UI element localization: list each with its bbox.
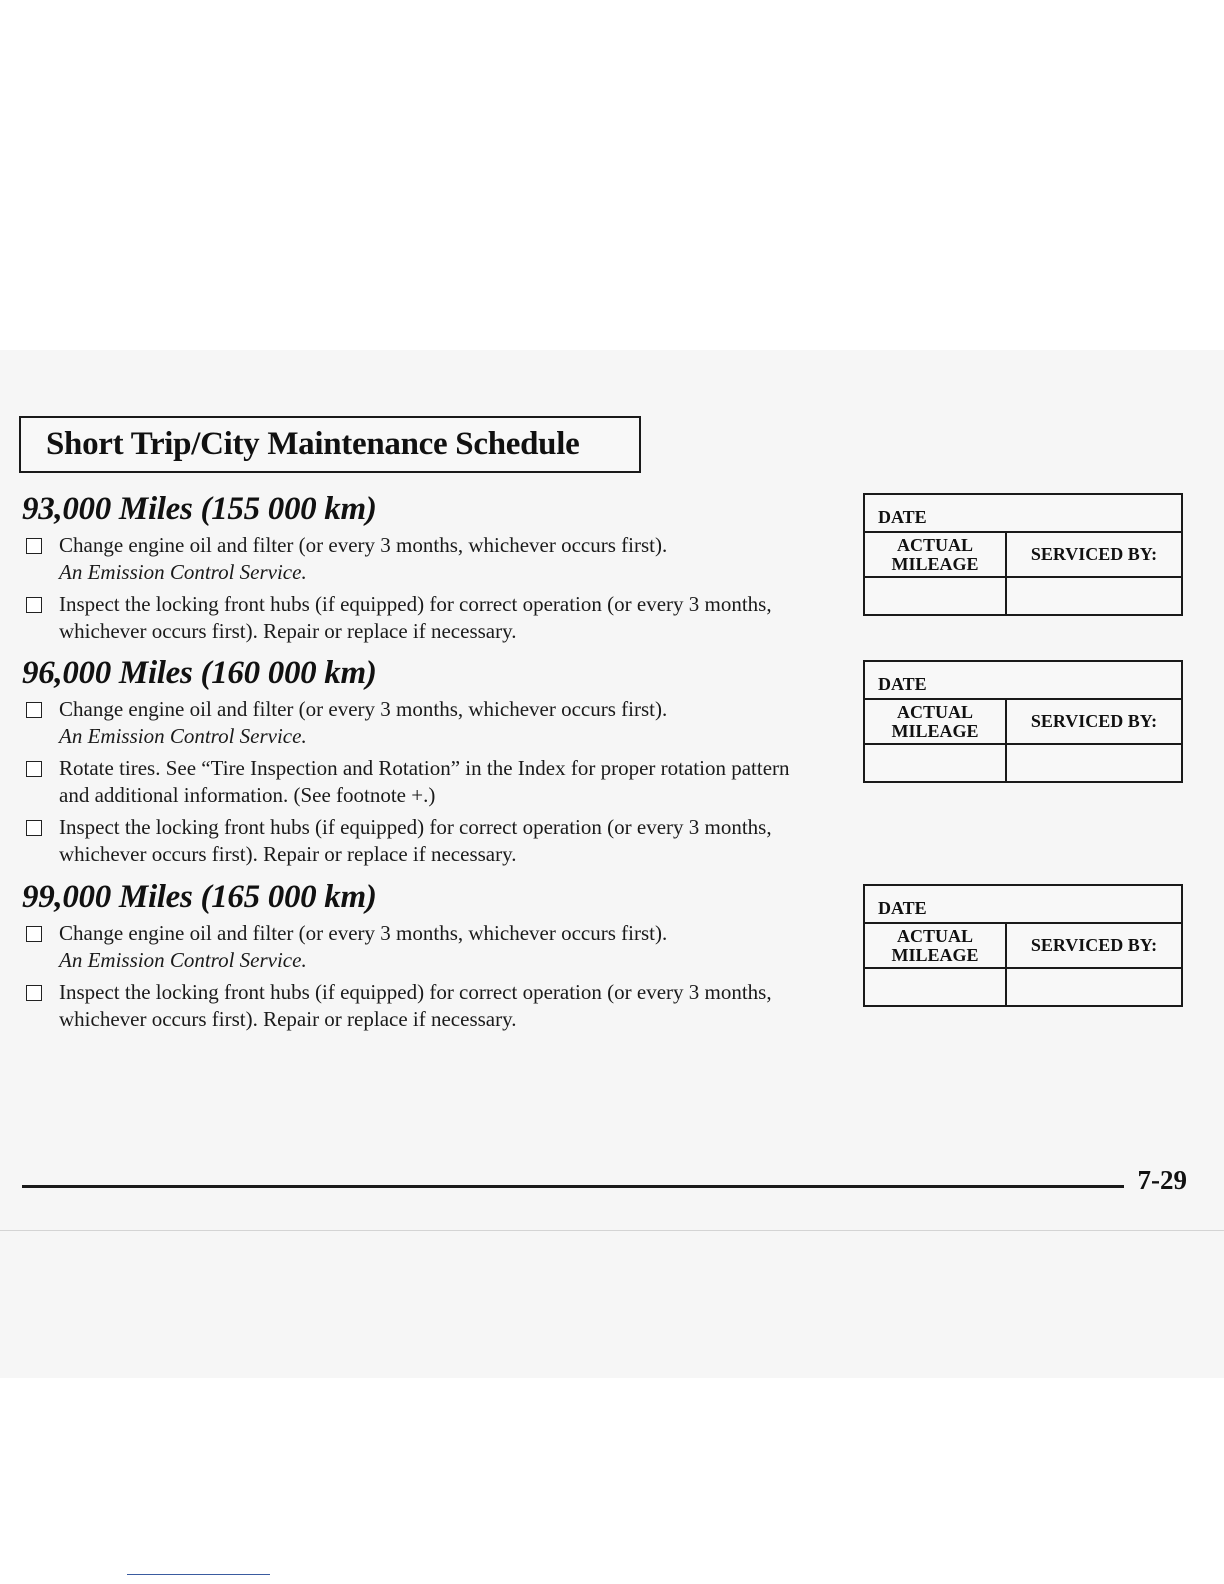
mileage-entry-field[interactable] [865, 969, 1007, 1005]
serviced-by-label: SERVICED BY: [1030, 544, 1158, 564]
item-note: An Emission Control Service. [59, 948, 307, 972]
serviced-by-label: SERVICED BY: [1030, 935, 1158, 955]
title-box [19, 416, 641, 473]
section-heading: 99,000 Miles (165 000 km) [22, 879, 377, 915]
page-title: Short Trip/City Maintenance Schedule [46, 426, 580, 462]
item-text: Inspect the locking front hubs (if equipped) for correct operation (or every 3 months, whichever occurs first). Repair or replace if necessary. [59, 980, 772, 1031]
item-text: Change engine oil and filter (or every 3 months, whichever occurs first). [59, 697, 668, 721]
checkbox[interactable] [26, 820, 42, 836]
service-section-96000 [22, 655, 812, 873]
log-header-row [865, 700, 1181, 745]
serviced-by-entry-field[interactable] [1007, 578, 1181, 614]
service-item [22, 920, 812, 974]
page-number: 7-29 [1137, 1165, 1187, 1195]
mileage-entry-field[interactable] [865, 578, 1007, 614]
actual-mileage-label: ACTUAL MILEAGE [865, 533, 1007, 576]
item-note: An Emission Control Service. [59, 560, 307, 584]
serviced-by-label: SERVICED BY: [1030, 711, 1158, 731]
footer-rule [22, 1185, 1124, 1188]
date-field[interactable]: DATE [865, 886, 1181, 924]
service-item [22, 814, 812, 868]
section-heading: 93,000 Miles (155 000 km) [22, 491, 377, 527]
item-text: Inspect the locking front hubs (if equipped) for correct operation (or every 3 months, whichever occurs first). Repair or replace if necessary. [59, 815, 772, 866]
item-text: Rotate tires. See “Tire Inspection and Rotation” in the Index for proper rotation pattern and additional information. (See footnote +.) [59, 756, 790, 807]
service-section-93000 [22, 491, 812, 650]
serviced-by-entry-field[interactable] [1007, 745, 1181, 781]
service-item [22, 979, 812, 1033]
checkbox[interactable] [26, 597, 42, 613]
service-record-box [863, 493, 1183, 616]
section-heading: 96,000 Miles (160 000 km) [22, 655, 377, 691]
item-text: Change engine oil and filter (or every 3 months, whichever occurs first). [59, 921, 668, 945]
checkbox[interactable] [26, 926, 42, 942]
service-section-99000 [22, 879, 812, 1038]
log-entry-row [865, 969, 1181, 1005]
bottom-rule [127, 1574, 270, 1575]
actual-mileage-label: ACTUAL MILEAGE [865, 924, 1007, 967]
checkbox[interactable] [26, 538, 42, 554]
mileage-entry-field[interactable] [865, 745, 1007, 781]
scan-divider [0, 1230, 1224, 1231]
log-entry-row [865, 578, 1181, 614]
item-text: Change engine oil and filter (or every 3 months, whichever occurs first). [59, 533, 668, 557]
checkbox[interactable] [26, 702, 42, 718]
service-item [22, 532, 812, 586]
serviced-by-entry-field[interactable] [1007, 969, 1181, 1005]
actual-mileage-label: ACTUAL MILEAGE [865, 700, 1007, 743]
service-record-box [863, 884, 1183, 1007]
checkbox[interactable] [26, 761, 42, 777]
log-header-row [865, 924, 1181, 969]
checkbox[interactable] [26, 985, 42, 1001]
service-item [22, 696, 812, 750]
service-item [22, 591, 812, 645]
item-note: An Emission Control Service. [59, 724, 307, 748]
date-field[interactable]: DATE [865, 662, 1181, 700]
service-record-box [863, 660, 1183, 783]
item-text: Inspect the locking front hubs (if equipped) for correct operation (or every 3 months, whichever occurs first). Repair or replace if necessary. [59, 592, 772, 643]
log-header-row [865, 533, 1181, 578]
service-item [22, 755, 812, 809]
log-entry-row [865, 745, 1181, 781]
date-field[interactable]: DATE [865, 495, 1181, 533]
